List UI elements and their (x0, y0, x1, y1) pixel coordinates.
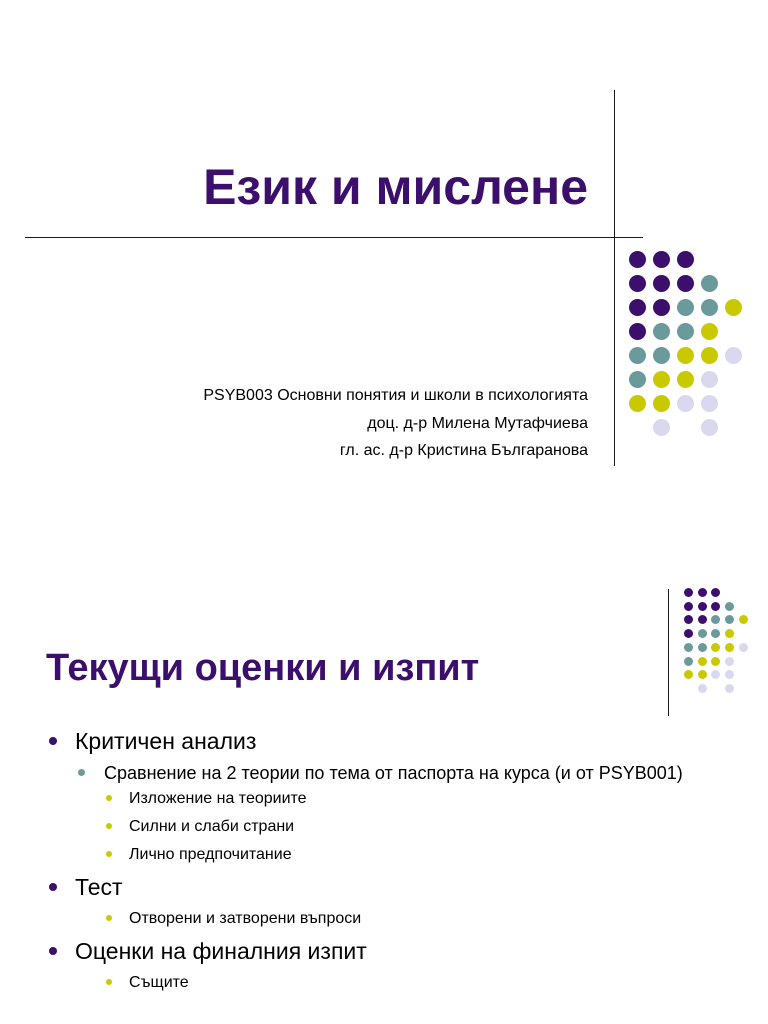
decor-dot (629, 347, 646, 364)
decor-dot (739, 643, 748, 652)
decor-dot (711, 643, 720, 652)
decor-dot (629, 371, 646, 388)
decor-dot (698, 657, 707, 666)
decor-dot (677, 347, 694, 364)
decor-dot (698, 602, 707, 611)
decor-dot (701, 299, 718, 316)
decor-dot (653, 323, 670, 340)
decor-dot (684, 657, 693, 666)
vertical-divider (668, 589, 669, 716)
decor-dot (711, 670, 720, 679)
decor-dot (677, 371, 694, 388)
bullet-item: Тест (46, 872, 726, 902)
decor-dot (725, 629, 734, 638)
decor-dot (698, 629, 707, 638)
decor-dot (701, 395, 718, 412)
bullet-item: Критичен анализ (46, 726, 726, 756)
bullet-list (46, 726, 726, 1000)
decor-dot (653, 275, 670, 292)
sub-sub-bullet-item: Същите (46, 972, 726, 994)
decor-dot (711, 615, 720, 624)
decor-dot (684, 615, 693, 624)
decor-dot (701, 347, 718, 364)
decor-dot (653, 419, 670, 436)
decor-dot (677, 395, 694, 412)
decor-dot (653, 347, 670, 364)
decor-dot (725, 602, 734, 611)
decor-dot (629, 395, 646, 412)
decor-dot (698, 684, 707, 693)
sub-sub-bullet-item: Силни и слаби страни (46, 816, 726, 838)
decor-dot (725, 615, 734, 624)
decor-dot (739, 615, 748, 624)
decor-dot (629, 251, 646, 268)
decor-dot (725, 670, 734, 679)
decor-dot (701, 419, 718, 436)
horizontal-divider (25, 237, 643, 238)
decor-dot (725, 347, 742, 364)
decor-dot (677, 275, 694, 292)
decor-dot (698, 643, 707, 652)
lecturer-line: доц. д-р Милена Мутафчиева (367, 414, 588, 432)
decor-dot (653, 251, 670, 268)
decor-dot (711, 629, 720, 638)
decor-dot (684, 602, 693, 611)
decor-dot (725, 643, 734, 652)
decor-dot (629, 323, 646, 340)
decor-dot (701, 323, 718, 340)
decor-dot (698, 615, 707, 624)
decor-dot (677, 323, 694, 340)
decor-dot (653, 371, 670, 388)
decor-dot (684, 643, 693, 652)
decor-dot (684, 670, 693, 679)
decor-dot (653, 299, 670, 316)
assistant-line: гл. ас. д-р Кристина Българанова (339, 442, 588, 459)
sub-sub-bullet-item: Отворени и затворени въпроси (46, 908, 726, 930)
decor-dot (701, 371, 718, 388)
decor-dot (629, 299, 646, 316)
decor-dot (725, 684, 734, 693)
sub-sub-bullet-item: Лично предпочитание (46, 844, 726, 866)
vertical-divider (614, 90, 615, 466)
bullet-item: Оценки на финалния изпит (46, 936, 726, 966)
decor-dot (653, 395, 670, 412)
subtitle-block (203, 382, 588, 465)
decor-dot (698, 588, 707, 597)
decor-dot (629, 275, 646, 292)
course-line: PSYB003 Основни понятия и школи в психологията (203, 387, 588, 404)
decor-dot (677, 251, 694, 268)
decor-dot (711, 588, 720, 597)
decor-dot (677, 299, 694, 316)
decor-dot (701, 275, 718, 292)
decor-dot (698, 670, 707, 679)
decor-dot (725, 657, 734, 666)
decor-dot (711, 602, 720, 611)
decor-dot (684, 588, 693, 597)
decor-dot (711, 657, 720, 666)
slide-title: Език и мислене (203, 159, 588, 215)
slide-title: Текущи оценки и изпит (46, 647, 480, 689)
decor-dot (725, 299, 742, 316)
sub-bullet-item: Сравнение на 2 теории по тема от паспорта на курса (и от PSYB001) (46, 762, 726, 784)
decor-dot (684, 629, 693, 638)
sub-sub-bullet-item: Изложение на теориите (46, 788, 726, 810)
